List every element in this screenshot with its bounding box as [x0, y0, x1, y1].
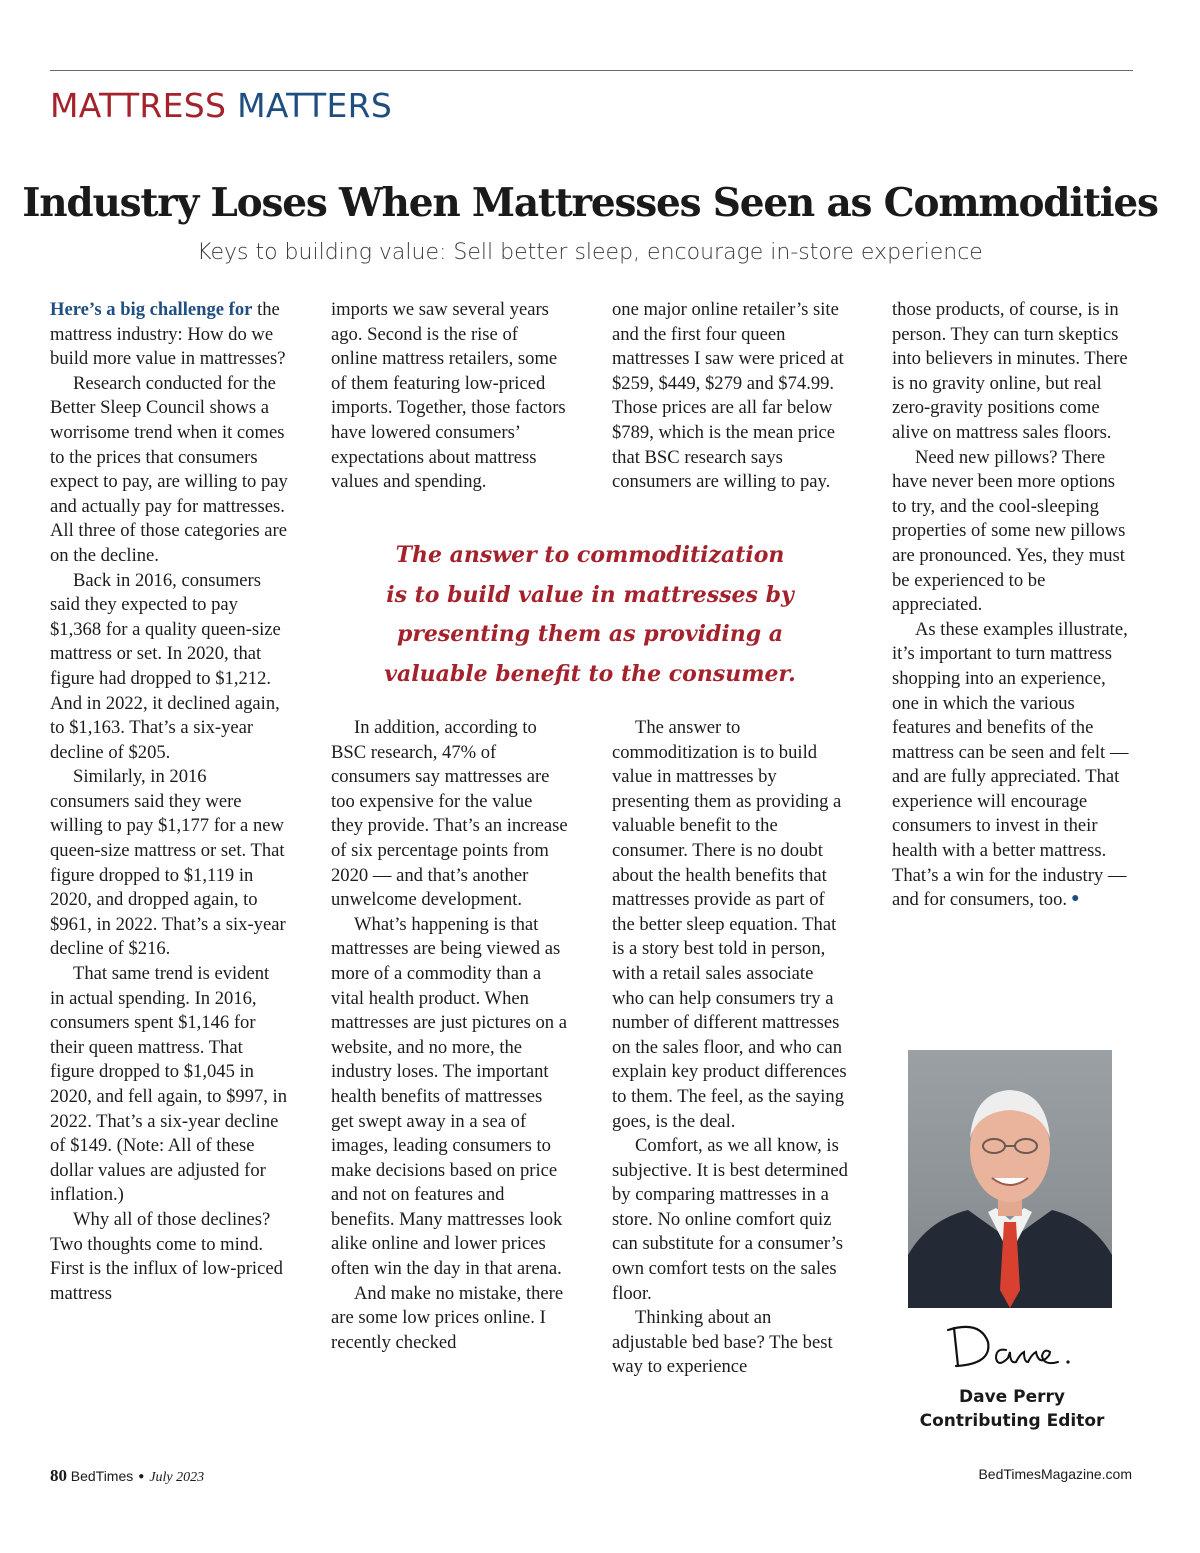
column-2-top: [331, 298, 569, 495]
paragraph: And make no mistake, there are some low prices online. I recently checked: [331, 1282, 564, 1353]
paragraph: Research conducted for the Better Sleep Council shows a worrisome trend when it comes to the prices that consumers expect to pay, are willing to pay and actually pay for mattresses. All three of those categories are on the decline.: [50, 372, 288, 566]
paragraph-continued: imports we saw several years ago. Second is the rise of online mattress retailers, some of them featuring low-priced imports. Together, those factors have lowered consumers’ expectations about mattress values and spending.: [331, 299, 566, 493]
paragraph: What’s happening is that mattresses are being viewed as more of a commodity than a vital health product. When mattresses are just pictures on a website, and no more, the industry loses. The important health benefits of mattresses get swept away in a sea of images, leading consumers to make decisions based on price and not on features and benefits. Many mattresses look alike online and lower prices often win the day in that arena.: [331, 913, 567, 1280]
portrait-illustration: [908, 1050, 1112, 1308]
end-mark-icon: ●: [1071, 891, 1080, 907]
author-name: Dave Perry: [959, 1387, 1065, 1407]
section-label: [50, 86, 392, 125]
column-1: [50, 298, 288, 1306]
column-3-bottom: [612, 716, 850, 1380]
paragraph: Thinking about an adjustable bed base? The best way to experience: [612, 1307, 833, 1378]
paragraph-continued: those products, of course, is in person. They can turn skeptics into believers in minutes. There is no gravity online, but real zero-gravity positions come alive on mattress sales floors.: [892, 299, 1128, 443]
final-paragraph-text: As these examples illustrate, it’s important to turn mattress shopping into an experience, one in which the various features and benefits of the mattress can be seen and felt — and are fully appreciated. That experience will encourage consumers to invest in their health with a better mattress. That’s a win for the industry — and for consumers, too.: [892, 618, 1129, 911]
headline: Industry Loses When Mattresses Seen as Commodities: [22, 180, 1158, 226]
paragraph: Similarly, in 2016 consumers said they were willing to pay $1,177 for a new queen-size mattress or set. That figure dropped to $1,119 in 2020, and dropped again, to $961, in 2022. That’s a six-year decline of $216.: [50, 766, 286, 960]
paragraph: Back in 2016, consumers said they expected to pay $1,368 for a quality queen-size mattress or set. In 2020, that figure had dropped to $1,212. And in 2022, it declined again, to $1,163. That’s a six-year decline of $205.: [50, 569, 281, 763]
author-credit: [910, 1385, 1114, 1433]
deck: Keys to building value: Sell better sleep, encourage in-store experience: [197, 240, 983, 265]
author-photo: [908, 1050, 1112, 1308]
column-2-bottom: [331, 716, 569, 1355]
paragraph: That same trend is evident in actual spending. In 2016, consumers spent $1,146 for their queen mattress. That figure dropped to $1,045 in 2020, and fell again, to $997, in 2022. That’s a six-year decline of $149. (Note: All of these dollar values are adjusted for inflation.): [50, 963, 288, 1206]
separator-dot-icon: ●: [138, 1471, 145, 1482]
pull-quote-line: The answer to commoditization: [395, 542, 785, 568]
paragraph: Why all of those declines? Two thoughts come to mind. First is the influx of low-priced mattress: [50, 1208, 283, 1304]
pull-quote-line: is to build value in mattresses by: [386, 581, 794, 608]
lead-rest: the mattress industry: How do we build more value in mattresses?: [50, 299, 286, 370]
section-label-word1: MATTRESS: [50, 86, 227, 125]
paragraph: Need new pillows? There have never been more options to try, and the cool-sleeping properties of some new pillows are pronounced. Yes, they must be experienced to be appreciated.: [892, 446, 1126, 616]
issue-date: July 2023: [149, 1470, 205, 1485]
magazine-name: BedTimes: [70, 1468, 134, 1484]
pull-quote-line: presenting them as providing a: [396, 621, 784, 647]
footer-folio: [50, 1466, 204, 1486]
footer-site: BedTimesMagazine.com: [978, 1466, 1132, 1482]
paragraph: [892, 618, 1130, 915]
column-3-top: [612, 298, 850, 495]
paragraph: The answer to commoditization is to build value in mattresses by presenting them as providing a valuable benefit to the consumer. There is no doubt about the health benefits that mattresses provide as part of the better sleep equation. That is a story best told in person, with a retail sales associate who can help consumers try a number of different mattresses on the sales floor, and who can explain key product differences to them. The feel, as the saying goes, is the deal.: [612, 717, 847, 1132]
paragraph: In addition, according to BSC research, 47% of consumers say mattresses are too expensive for the value they provide. That’s an increase of six percentage points from 2020 — and that’s another unwelcome development.: [331, 717, 568, 911]
header-rule: [50, 70, 1133, 71]
pull-quote: [330, 536, 850, 694]
lead-in: Here’s a big challenge for: [50, 299, 253, 320]
signature-graphic: [940, 1318, 1090, 1376]
column-4: [892, 298, 1130, 915]
section-label-word2: MATTERS: [237, 86, 393, 125]
paragraph-lead: [50, 298, 288, 372]
author-title: Contributing Editor: [919, 1411, 1105, 1431]
paragraph-continued: one major online retailer’s site and the first four queen mattresses I saw were priced at $259, $449, $279 and $74.99. Those prices are all far below $789, which is the mean price that BSC research says consumers are willing to pay.: [612, 299, 844, 493]
page-number: 80: [50, 1466, 67, 1485]
pull-quote-line: valuable benefit to the consumer.: [384, 660, 796, 687]
paragraph: Comfort, as we all know, is subjective. It is best determined by comparing mattresses in a store. No online comfort quiz can substitute for a consumer’s own comfort tests on the sales floor.: [612, 1135, 848, 1304]
